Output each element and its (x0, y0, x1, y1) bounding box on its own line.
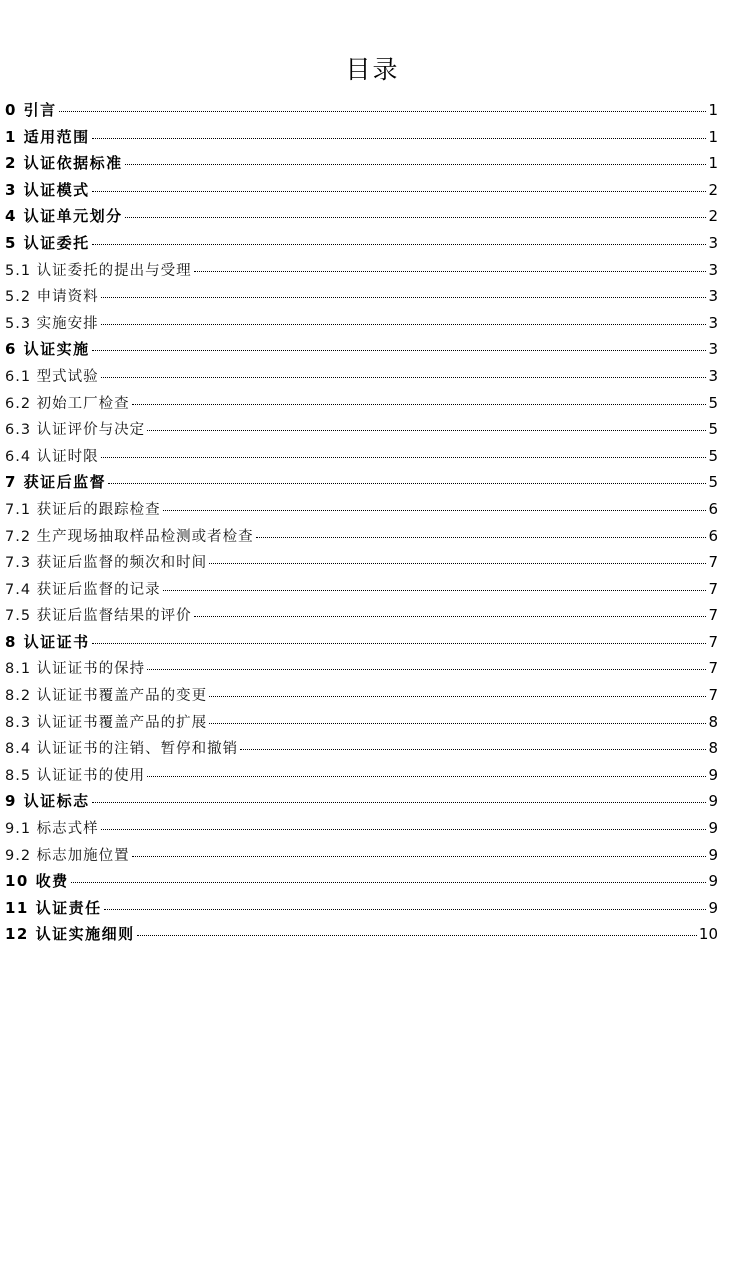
toc-entry[interactable] (5, 682, 718, 709)
toc-entry[interactable] (5, 815, 718, 842)
toc-entry-page-number: 9 (708, 845, 718, 864)
toc-entry-label: 9.1 标志式样 (5, 821, 99, 838)
toc-entry-label: 7.5 获证后监督结果的评价 (5, 608, 192, 625)
toc-entry[interactable] (5, 788, 718, 815)
toc-entry-page-number: 6 (708, 499, 718, 518)
toc-entry[interactable] (5, 257, 718, 284)
toc-entry[interactable] (5, 390, 718, 417)
toc-entry-page-number: 5 (708, 393, 718, 412)
toc-entry-page-number: 1 (708, 127, 718, 146)
toc-dot-leader (147, 669, 706, 670)
toc-entry-label: 7.3 获证后监督的频次和时间 (5, 555, 208, 572)
toc-entry[interactable] (5, 416, 718, 443)
toc-entry[interactable] (5, 124, 718, 151)
toc-dot-leader (101, 457, 707, 458)
toc-entry[interactable] (5, 150, 718, 177)
toc-entry-page-number: 8 (708, 712, 718, 731)
toc-entry-page-number: 7 (708, 632, 718, 651)
toc-entry-page-number: 3 (708, 233, 718, 252)
toc-entry-label: 5 认证委托 (5, 233, 90, 252)
toc-entry[interactable] (5, 868, 718, 895)
toc-entry-label: 1 适用范围 (5, 127, 90, 146)
toc-entry[interactable] (5, 629, 718, 656)
toc-entry-page-number: 2 (708, 180, 718, 199)
toc-entry-label: 9.2 标志加施位置 (5, 847, 130, 864)
toc-entry-page-number: 9 (708, 819, 718, 838)
toc-entry-label: 8.5 认证证书的使用 (5, 767, 146, 784)
toc-dot-leader (92, 138, 707, 139)
toc-entry-label: 6.4 认证时限 (5, 448, 99, 465)
toc-entry-page-number: 7 (708, 553, 718, 572)
toc-dot-leader (147, 776, 706, 777)
toc-entry-label: 7 获证后监督 (5, 473, 107, 492)
toc-dot-leader (240, 749, 706, 750)
toc-entry-page-number: 5 (708, 420, 718, 439)
toc-entry[interactable] (5, 230, 718, 257)
toc-entry-label: 4 认证单元划分 (5, 207, 123, 226)
toc-dot-leader (137, 935, 697, 936)
toc-entry-page-number: 9 (708, 898, 718, 917)
toc-entry-page-number: 3 (708, 287, 718, 306)
toc-entry-label: 9 认证标志 (5, 792, 90, 811)
toc-entry-label: 6.1 型式试验 (5, 368, 99, 385)
toc-dot-leader (92, 350, 707, 351)
toc-dot-leader (92, 802, 707, 803)
toc-dot-leader (101, 324, 707, 325)
toc-entry[interactable] (5, 336, 718, 363)
toc-entry-label: 5.3 实施安排 (5, 315, 99, 332)
toc-entry-label: 5.2 申请资料 (5, 289, 99, 306)
toc-entry[interactable] (5, 576, 718, 603)
toc-dot-leader (147, 430, 706, 431)
toc-entry-label: 8.3 认证证书覆盖产品的扩展 (5, 714, 208, 731)
toc-dot-leader (92, 643, 707, 644)
toc-entry[interactable] (5, 177, 718, 204)
toc-list (5, 97, 718, 948)
toc-entry-page-number: 10 (698, 925, 718, 944)
toc-entry[interactable] (5, 443, 718, 470)
toc-entry-label: 6 认证实施 (5, 340, 90, 359)
toc-entry-page-number: 7 (708, 659, 718, 678)
toc-entry-page-number: 3 (708, 313, 718, 332)
toc-entry[interactable] (5, 363, 718, 390)
toc-entry[interactable] (5, 655, 718, 682)
toc-entry-page-number: 5 (708, 446, 718, 465)
toc-entry-page-number: 9 (708, 872, 718, 891)
toc-entry-page-number: 2 (708, 207, 718, 226)
toc-entry[interactable] (5, 842, 718, 869)
toc-dot-leader (163, 510, 707, 511)
toc-entry-page-number: 6 (708, 526, 718, 545)
toc-entry[interactable] (5, 310, 718, 337)
toc-dot-leader (132, 856, 707, 857)
toc-entry-label: 6.3 认证评价与决定 (5, 422, 146, 439)
toc-entry[interactable] (5, 203, 718, 230)
toc-entry[interactable] (5, 496, 718, 523)
toc-entry-page-number: 1 (708, 101, 718, 119)
toc-entry-label: 8.2 认证证书覆盖产品的变更 (5, 688, 208, 705)
toc-dot-leader (108, 483, 706, 484)
toc-dot-leader (209, 723, 706, 724)
toc-entry-page-number: 7 (708, 606, 718, 625)
toc-entry-label: 10 收费 (5, 872, 69, 891)
toc-dot-leader (132, 404, 707, 405)
toc-entry[interactable] (5, 921, 718, 948)
toc-entry-page-number: 3 (708, 260, 718, 279)
toc-entry[interactable] (5, 549, 718, 576)
toc-entry-page-number: 5 (708, 473, 718, 492)
toc-entry[interactable] (5, 469, 718, 496)
toc-entry[interactable] (5, 709, 718, 736)
toc-dot-leader (101, 377, 707, 378)
toc-dot-leader (71, 882, 707, 883)
toc-entry-page-number: 1 (708, 154, 718, 173)
toc-dot-leader (209, 563, 706, 564)
toc-entry-label: 11 认证责任 (5, 898, 102, 917)
toc-entry-label: 2 认证依据标准 (5, 154, 123, 173)
toc-entry-label: 0 引言 (5, 101, 57, 119)
toc-dot-leader (209, 696, 706, 697)
toc-entry-label: 3 认证模式 (5, 180, 90, 199)
toc-entry[interactable] (5, 735, 718, 762)
toc-entry-page-number: 3 (708, 366, 718, 385)
toc-entry-label: 5.1 认证委托的提出与受理 (5, 262, 192, 279)
toc-entry-label: 6.2 初始工厂检查 (5, 395, 130, 412)
toc-entry-page-number: 8 (708, 739, 718, 758)
toc-entry-label: 7.4 获证后监督的记录 (5, 581, 161, 598)
toc-entry-label: 7.1 获证后的跟踪检查 (5, 501, 161, 518)
toc-entry[interactable] (5, 602, 718, 629)
toc-entry[interactable] (5, 523, 718, 550)
toc-dot-leader (59, 111, 707, 112)
toc-dot-leader (92, 191, 707, 192)
toc-dot-leader (194, 616, 707, 617)
toc-entry-page-number: 9 (708, 765, 718, 784)
toc-dot-leader (101, 297, 707, 298)
toc-entry-page-number: 3 (708, 340, 718, 359)
toc-entry-page-number: 7 (708, 579, 718, 598)
toc-dot-leader (101, 829, 707, 830)
toc-entry-page-number: 7 (708, 686, 718, 705)
toc-entry-label: 8.4 认证证书的注销、暂停和撤销 (5, 741, 239, 758)
toc-dot-leader (104, 909, 707, 910)
toc-entry-label: 8 认证证书 (5, 632, 90, 651)
toc-entry-label: 7.2 生产现场抽取样品检测或者检查 (5, 528, 254, 545)
toc-entry-page-number: 9 (708, 792, 718, 811)
toc-dot-leader (125, 164, 707, 165)
toc-title: 目录 (345, 55, 400, 84)
toc-dot-leader (256, 537, 707, 538)
toc-dot-leader (125, 217, 707, 218)
toc-entry[interactable] (5, 97, 718, 124)
toc-entry-label: 8.1 认证证书的保持 (5, 661, 146, 678)
toc-entry[interactable] (5, 895, 718, 922)
toc-dot-leader (92, 244, 707, 245)
toc-entry[interactable] (5, 283, 718, 310)
toc-dot-leader (163, 590, 707, 591)
toc-dot-leader (194, 271, 707, 272)
toc-entry[interactable] (5, 762, 718, 789)
toc-entry-label: 12 认证实施细则 (5, 925, 135, 944)
